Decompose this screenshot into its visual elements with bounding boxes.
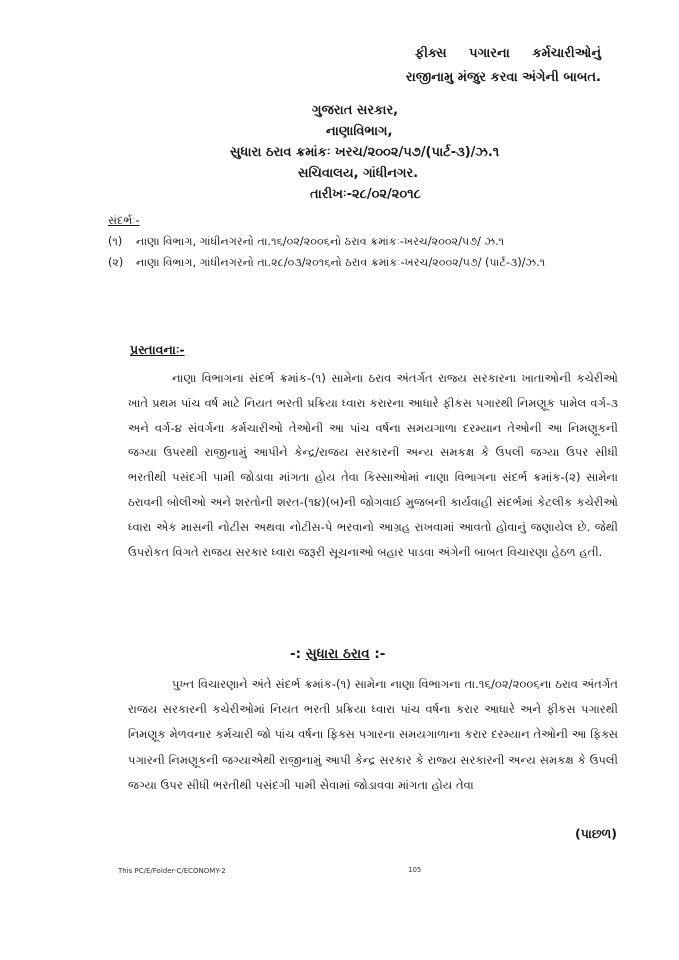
footer-file-path: This PC/E/Folder-C/ECONOMY-2 bbox=[118, 867, 226, 875]
amendment-heading bbox=[290, 646, 385, 662]
secretariat-location: સચિવાલય, ગાંધીનગર. bbox=[298, 166, 419, 181]
preamble-paragraph: નાણા વિભાગના સંદર્ભ ક્રમાંક-(૧) સામેના ઠરાવ અંતર્ગત રાજ્ય સરકારના ખાતાઓની કચેરીઓ ખાતે પ્રથમ પાંચ વર્ષ માટે નિયત ભરતી પ્રક્રિયા ધ્વારા કરારના આધારે ફીકસ પગારથી નિમણૂક પામેલ વર્ગ-૩ અને વર્ગ-૪ સંવર્ગના કર્મચારીઓ તેઓની આ પાંચ વર્ષના સમયગાળા દરમ્યાન તેઓની આ નિમણૂકની જગ્યા ઉપરથી રાજીનામું આપીને કેન્દ્ર/રાજય સરકારની અન્ય સમકક્ષ કે ઉપલી જગ્યા ઉપર સીધી ભરતીથી પસંદગી પામી જોડાવા માંગતા હોય તેવા કિસ્સાઓમાં નાણા વિભાગના સંદર્ભ ક્રમાંક-(૨) સામેના ઠરાવની બોલીઓ અને શરતોની શરત-(૧૪)(બ)ની જોગવાઈ મુજબની કાર્યવાહી સંદર્ભમાં કેટલીક કચેરીઓ ધ્વારા એક માસની નોટીસ અથવા નોટીસ-પે ભરવાનો આગ્રહ રાખવામાં આવતો હોવાનું જણાયેલ છે. જેથી ઉપરોકત વિગતે રાજય સરકાર ધ્વારા જરૂરી સૂચનાઓ બહાર પાડવા અંગેની બાબત વિચારણા હેઠળ હતી. bbox=[128, 371, 618, 559]
reference-item bbox=[108, 231, 608, 252]
reference-number: (૨) bbox=[108, 256, 124, 269]
government-name: ગુજરાત સરકાર, bbox=[312, 103, 399, 118]
department-name: નાણાવિભાગ, bbox=[326, 124, 393, 139]
resolution-number: સુધારા ઠરાવ ક્રમાંકઃ ખરચ/૨૦૦૨/૫૭/(પાર્ટ-૩)/ઝ.૧ bbox=[230, 145, 500, 160]
references-title: સંદર્ભઃ- bbox=[108, 214, 140, 227]
resolution-date: તારીખઃ-૨૮/૦૨/૨૦૧૮ bbox=[310, 187, 421, 202]
reference-number: (૧) bbox=[108, 235, 123, 248]
document-header bbox=[210, 100, 530, 205]
amendment-heading-prefix: -: bbox=[290, 646, 302, 662]
subject-block bbox=[371, 42, 601, 90]
amendment-title: સુધારા ઠરાવ bbox=[305, 646, 370, 662]
references-section bbox=[108, 210, 608, 273]
reference-text: નાણા વિભાગ, ગાંધીનગરનો તા.૨૮/૦૩/૨૦૧૬નો ઠરાવ ક્રમાંકઃ-ખરચ/૨૦૦૨/૫૭/ (પાર્ટ-૩)/ઝ.૧ bbox=[136, 256, 546, 269]
page-number: 105 bbox=[408, 866, 422, 874]
reference-text: નાણા વિભાગ, ગાંધીનગરનો તા.૧૬/૦૨/૨૦૦૬નો ઠરાવ ક્રમાંકઃ-ખરચ/૨૦૦૨/૫૭/ ઝ.૧ bbox=[136, 235, 505, 248]
subject-line-1: ફીક્સ પગારના કર્મચારીઓનું bbox=[414, 46, 601, 61]
amendment-paragraph: પુખ્ત વિચારણાને અંતે સંદર્ભ ક્રમાંક-(૧) સામેના નાણા વિભાગના તા.૧૬/૦૨/૨૦૦૬ના ઠરાવ અંતર્ગત રાજય સરકારની કચેરીઓમાં નિયત ભરતી પ્રક્રિયા ધ્વારા પાંચ વર્ષના કરાર આધારે અને ફીકસ પગારથી નિમણૂક મેળવનાર કર્મચારી જો પાંચ વર્ષના ફિક્સ પગારના સમયગાળાના કરાર દરમ્યાન તેઓની આ ફિક્સ પગારની નિમણૂકની જગ્યાએથી રાજીનામું આપી કેન્દ્ર સરકાર કે રાજ્ય સરકારની અન્ય સમકક્ષ કે ઉપલી જગ્યા ઉપર સીધી ભરતીથી પસંદગી પામી સેવામાં જોડાવવા માંગતા હોય તેવા bbox=[128, 677, 618, 792]
preamble-title: પ્રસ્તાવનાઃ- bbox=[130, 342, 185, 357]
continued-marker: (પાછળ) bbox=[574, 826, 617, 841]
amendment-heading-suffix: :- bbox=[374, 646, 386, 662]
subject-line-2: રાજીનામુ મંજુર કરવા અંગેની બાબત. bbox=[405, 70, 601, 85]
reference-item bbox=[108, 252, 608, 273]
